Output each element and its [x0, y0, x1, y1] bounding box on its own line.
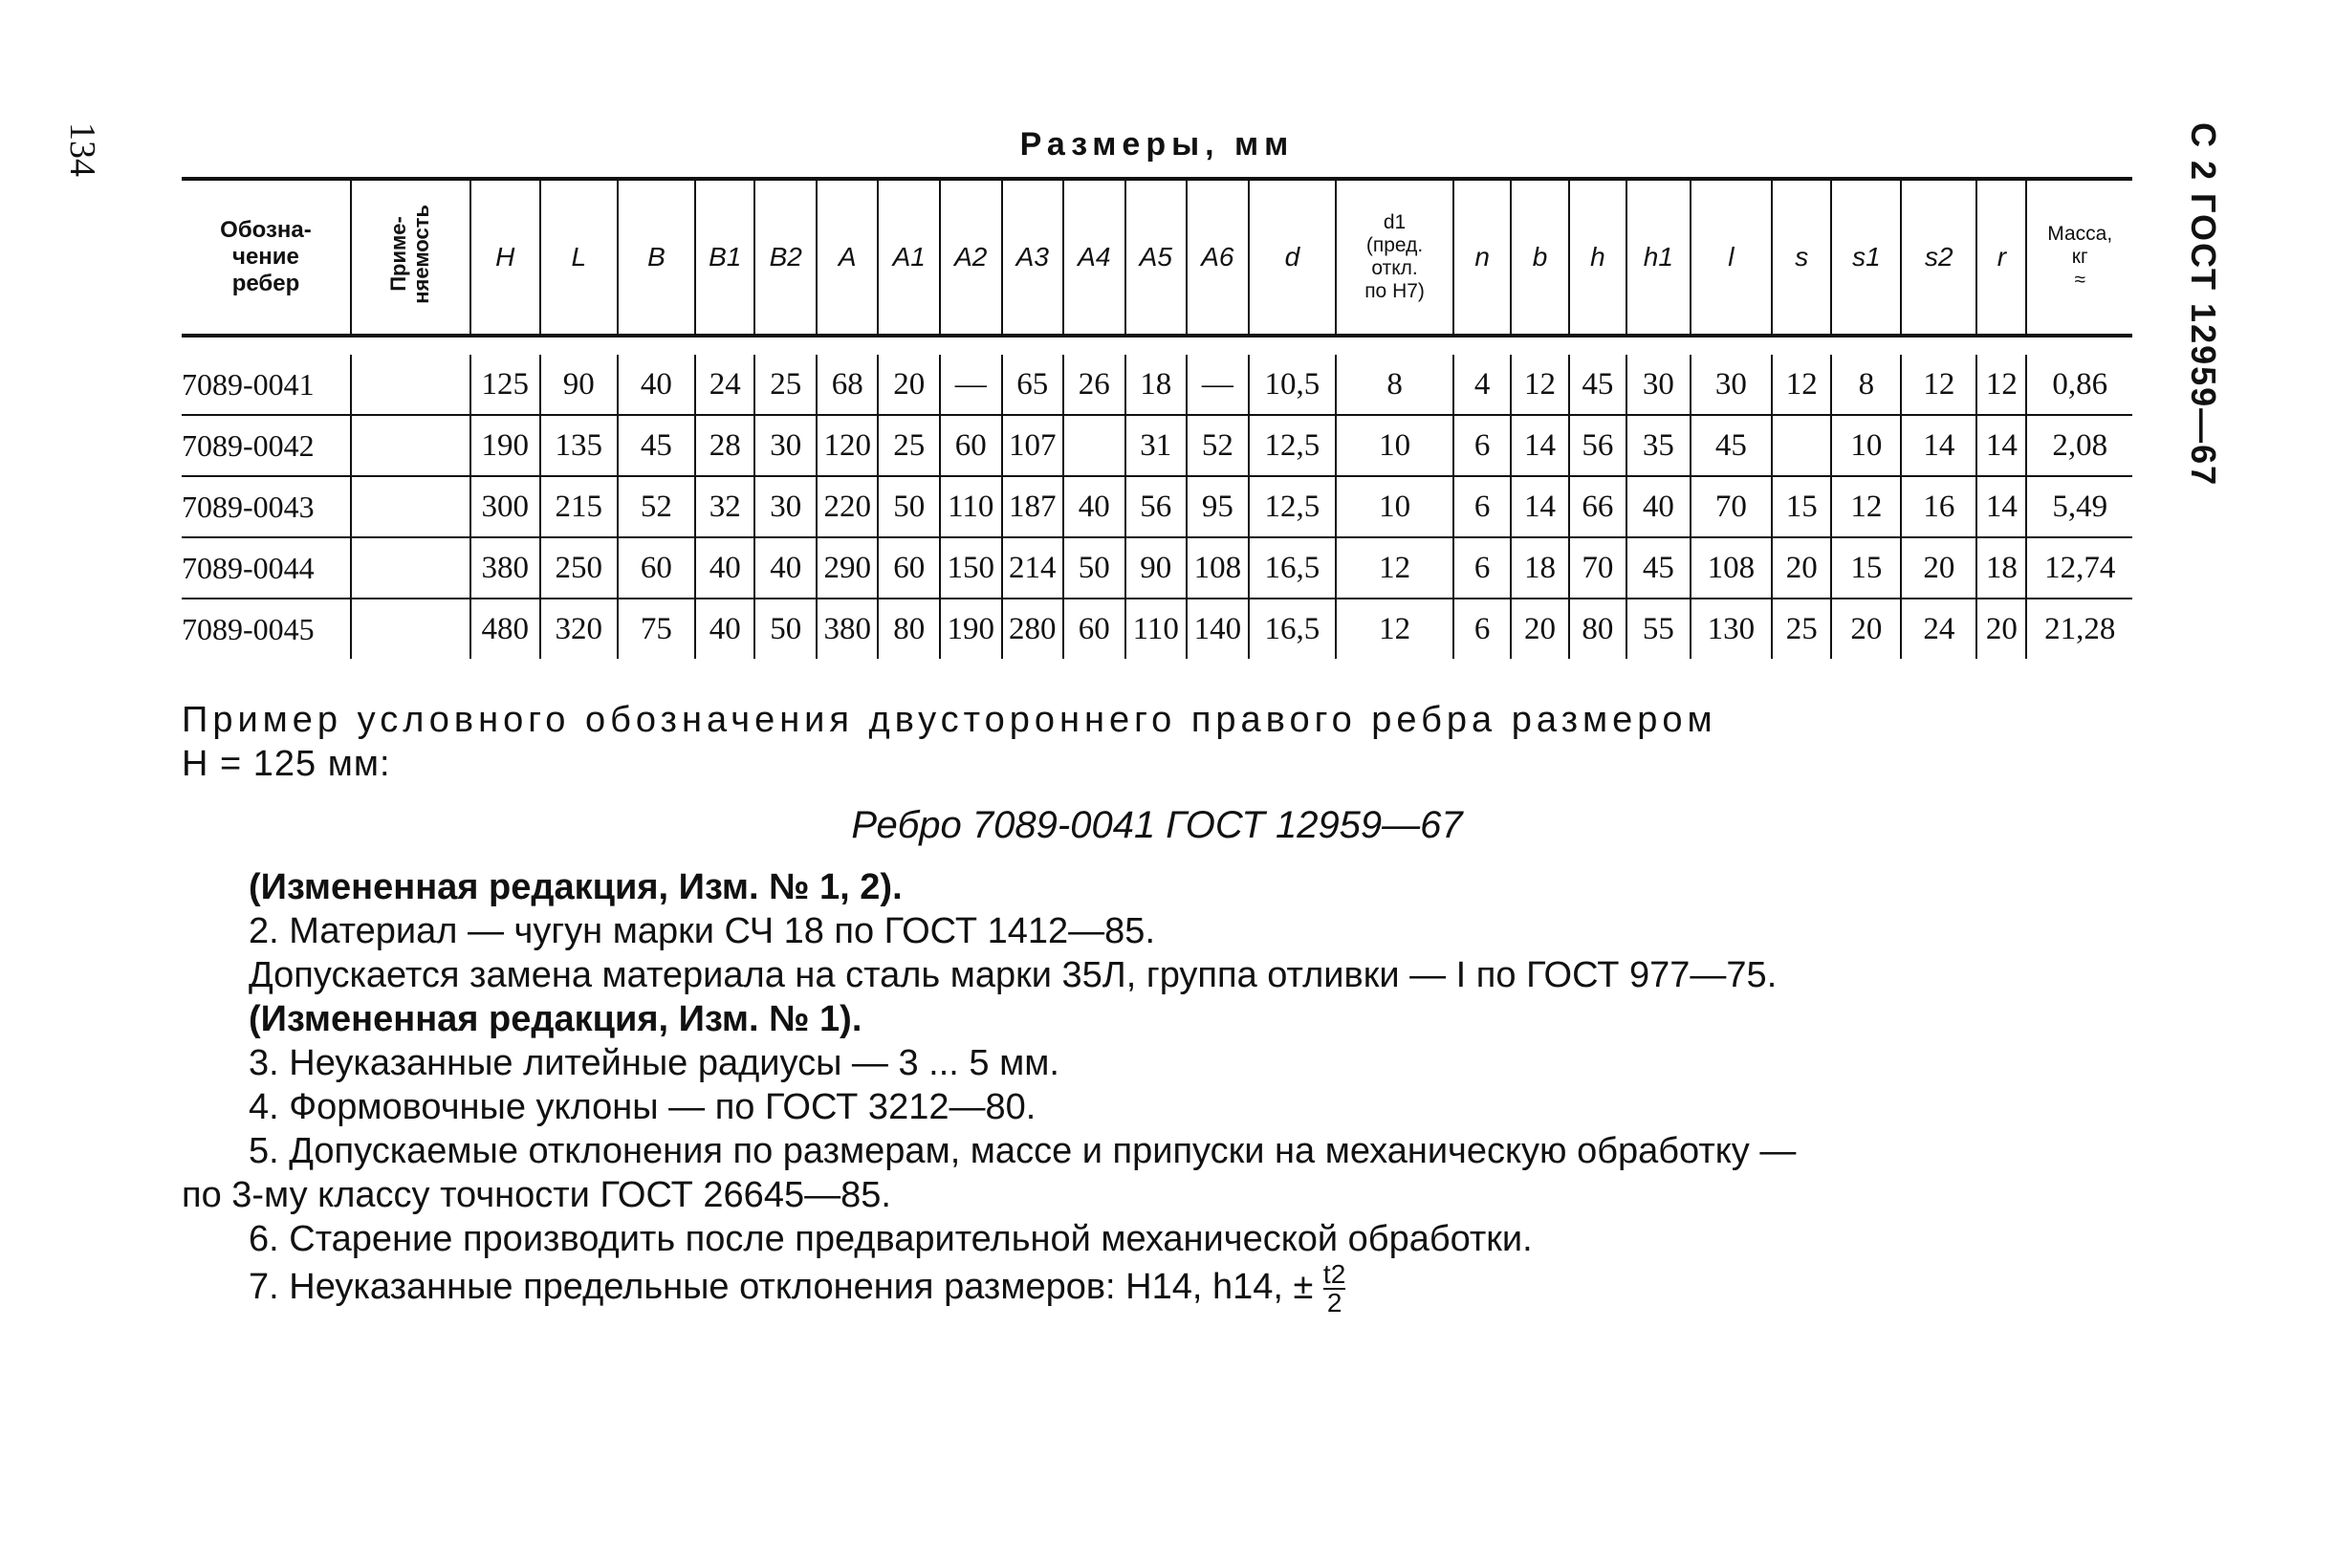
cell: 12,5 — [1249, 476, 1337, 537]
cell: 45 — [1626, 537, 1691, 599]
cell: 25 — [1772, 599, 1831, 659]
cell: 20 — [1976, 599, 2026, 659]
header-A2: A2 — [940, 179, 1002, 336]
cell: 31 — [1125, 415, 1188, 476]
cell: 10 — [1336, 476, 1453, 537]
fraction-denominator: 2 — [1326, 1288, 1342, 1318]
cell: 24 — [695, 355, 754, 415]
header-A3: A3 — [1002, 179, 1064, 336]
standard-header: С 2 ГОСТ 12959—67 — [2184, 122, 2223, 488]
cell: 40 — [1063, 476, 1125, 537]
cell: 12 — [1831, 476, 1901, 537]
cell: 50 — [1063, 537, 1125, 599]
table-row — [182, 355, 2132, 415]
cell: 480 — [470, 599, 540, 659]
cell: 187 — [1002, 476, 1064, 537]
cell: 14 — [1511, 415, 1568, 476]
cell: 52 — [1187, 415, 1249, 476]
cell: — — [1187, 355, 1249, 415]
cell: 30 — [754, 476, 817, 537]
cell: 12 — [1772, 355, 1831, 415]
table-row — [182, 415, 2132, 476]
table-header-row — [182, 179, 2132, 336]
table-row — [182, 537, 2132, 599]
cell: 18 — [1125, 355, 1188, 415]
cell: 6 — [1453, 599, 1511, 659]
cell: 45 — [1569, 355, 1626, 415]
example-text — [182, 698, 2132, 786]
cell: 215 — [540, 476, 618, 537]
table-row — [182, 599, 2132, 659]
table-row — [182, 476, 2132, 537]
header-A: A — [817, 179, 879, 336]
header-r: r — [1976, 179, 2026, 336]
cell: 25 — [754, 355, 817, 415]
cell: 6 — [1453, 537, 1511, 599]
cell: 56 — [1125, 476, 1188, 537]
cell: 7089-0042 — [182, 415, 351, 476]
cell: 8 — [1831, 355, 1901, 415]
cell: 190 — [940, 599, 1002, 659]
cell: 30 — [1691, 355, 1772, 415]
cell: 4 — [1453, 355, 1511, 415]
cell: 80 — [878, 599, 940, 659]
header-A5: A5 — [1125, 179, 1188, 336]
cell: 108 — [1187, 537, 1249, 599]
cell: 220 — [817, 476, 879, 537]
cell: 60 — [878, 537, 940, 599]
cell: 140 — [1187, 599, 1249, 659]
cell: 52 — [618, 476, 695, 537]
header-d: d — [1249, 179, 1337, 336]
tolerance-fraction — [1323, 1261, 1345, 1317]
note-2-substitution: Допускается замена материала на сталь марки 35Л, группа отливки — I по ГОСТ 977—75. — [249, 955, 1778, 995]
cell: 0,86 — [2026, 355, 2132, 415]
cell: 12 — [1976, 355, 2026, 415]
cell: 66 — [1569, 476, 1626, 537]
header-s1: s1 — [1831, 179, 1901, 336]
cell: 60 — [1063, 599, 1125, 659]
cell: 25 — [878, 415, 940, 476]
cell: 7089-0045 — [182, 611, 315, 646]
cell: 7089-0043 — [182, 476, 351, 537]
cell: 10 — [1336, 415, 1453, 476]
note-3: 3. Неуказанные литейные радиусы — 3 ... 5 мм. — [249, 1043, 1059, 1083]
cell: 190 — [470, 415, 540, 476]
header-s2: s2 — [1901, 179, 1976, 336]
cell: 16,5 — [1249, 599, 1337, 659]
cell — [1772, 415, 1831, 476]
cell: 45 — [618, 415, 695, 476]
header-h: h — [1569, 179, 1626, 336]
cell — [351, 537, 470, 599]
cell: 24 — [1901, 599, 1976, 659]
note-5-continued: по 3-му классу точности ГОСТ 26645—85. — [182, 1175, 891, 1215]
cell: 10 — [1831, 415, 1901, 476]
cell: 16 — [1901, 476, 1976, 537]
cell — [1063, 415, 1125, 476]
cell — [351, 476, 470, 537]
cell: 18 — [1976, 537, 2026, 599]
cell: 50 — [754, 599, 817, 659]
header-H: H — [470, 179, 540, 336]
cell: 45 — [1691, 415, 1772, 476]
cell: 20 — [1511, 599, 1568, 659]
cell: — — [940, 355, 1002, 415]
cell: 18 — [1511, 537, 1568, 599]
header-B1: B1 — [695, 179, 754, 336]
cell: 20 — [878, 355, 940, 415]
header-A1: A1 — [878, 179, 940, 336]
cell: 20 — [1831, 599, 1901, 659]
cell: 50 — [878, 476, 940, 537]
header-A4: A4 — [1063, 179, 1125, 336]
cell: 125 — [470, 355, 540, 415]
header-n: n — [1453, 179, 1511, 336]
cell: 12 — [1511, 355, 1568, 415]
note-7-text: 7. Неуказанные предельные отклонения размеров: H14, h14, ± — [249, 1267, 1314, 1308]
header-h1: h1 — [1626, 179, 1691, 336]
cell: 30 — [1626, 355, 1691, 415]
header-B2: B2 — [754, 179, 817, 336]
notes-block — [182, 865, 2132, 1317]
cell: 108 — [1691, 537, 1772, 599]
header-L: L — [540, 179, 618, 336]
cell: 40 — [618, 355, 695, 415]
cell: 12 — [1336, 537, 1453, 599]
cell: 68 — [817, 355, 879, 415]
header-l: l — [1691, 179, 1772, 336]
note-6: 6. Старение производить после предварительной механической обработки. — [249, 1219, 1533, 1259]
header-applicability: Приме- няемость — [351, 179, 470, 336]
cell: 70 — [1691, 476, 1772, 537]
cell: 90 — [540, 355, 618, 415]
cell: 75 — [618, 599, 695, 659]
page-number: 134 — [62, 122, 102, 177]
cell: 35 — [1626, 415, 1691, 476]
cell: 40 — [1626, 476, 1691, 537]
table-caption: Размеры, мм — [1019, 126, 1295, 163]
cell: 380 — [817, 599, 879, 659]
cell: 15 — [1831, 537, 1901, 599]
dimensions-table — [182, 177, 2132, 659]
header-b: b — [1511, 179, 1568, 336]
cell: 250 — [540, 537, 618, 599]
header-s: s — [1772, 179, 1831, 336]
cell: 32 — [695, 476, 754, 537]
note-4: 4. Формовочные уклоны — по ГОСТ 3212—80. — [249, 1087, 1037, 1127]
note-2: 2. Материал — чугун марки СЧ 18 по ГОСТ 1412—85. — [249, 911, 1155, 951]
cell: 280 — [1002, 599, 1064, 659]
cell — [351, 355, 470, 415]
cell: 30 — [754, 415, 817, 476]
cell: 7089-0044 — [182, 537, 351, 599]
cell: 20 — [1772, 537, 1831, 599]
table-body — [182, 336, 2132, 659]
cell: 6 — [1453, 415, 1511, 476]
cell: 7089-0041 — [182, 355, 351, 415]
cell: 2,08 — [2026, 415, 2132, 476]
cell: 95 — [1187, 476, 1249, 537]
cell: 5,49 — [2026, 476, 2132, 537]
cell: 14 — [1976, 415, 2026, 476]
cell: 55 — [1626, 599, 1691, 659]
cell: 12,5 — [1249, 415, 1337, 476]
cell: 20 — [1901, 537, 1976, 599]
note-7 — [182, 1261, 2132, 1317]
cell: 10,5 — [1249, 355, 1337, 415]
cell: 70 — [1569, 537, 1626, 599]
revision-note: (Измененная редакция, Изм. № 1). — [249, 999, 862, 1039]
cell: 150 — [940, 537, 1002, 599]
cell: 12 — [1336, 599, 1453, 659]
header-mass: Масса, кг ≈ — [2026, 179, 2132, 336]
cell: 130 — [1691, 599, 1772, 659]
cell: 60 — [618, 537, 695, 599]
cell: 15 — [1772, 476, 1831, 537]
cell: 60 — [940, 415, 1002, 476]
cell: 214 — [1002, 537, 1064, 599]
cell: 14 — [1901, 415, 1976, 476]
example-line-2: H = 125 мм: — [182, 744, 391, 784]
cell: 80 — [1569, 599, 1626, 659]
cell: 320 — [540, 599, 618, 659]
cell: 56 — [1569, 415, 1626, 476]
note-5: 5. Допускаемые отклонения по размерам, массе и припуски на механическую обработку — — [249, 1131, 1797, 1171]
table-spacer — [182, 336, 2132, 355]
cell: 14 — [1976, 476, 2026, 537]
cell: 135 — [540, 415, 618, 476]
header-B: B — [618, 179, 695, 336]
example-line-1: Пример условного обозначения двустороннего правого ребра размером — [182, 700, 1717, 740]
cell: 110 — [940, 476, 1002, 537]
cell: 16,5 — [1249, 537, 1337, 599]
cell: 110 — [1125, 599, 1188, 659]
cell: 40 — [754, 537, 817, 599]
cell: 21,28 — [2026, 599, 2132, 659]
fraction-numerator: t2 — [1322, 1259, 1346, 1289]
header-A6: A6 — [1187, 179, 1249, 336]
cell: 8 — [1336, 355, 1453, 415]
cell — [351, 599, 470, 659]
cell: 6 — [1453, 476, 1511, 537]
cell: 28 — [695, 415, 754, 476]
revision-note: (Измененная редакция, Изм. № 1, 2). — [249, 867, 903, 907]
header-designation: Обозна- чение ребер — [182, 179, 351, 336]
cell — [351, 415, 470, 476]
cell: 107 — [1002, 415, 1064, 476]
cell: 300 — [470, 476, 540, 537]
cell: 40 — [695, 537, 754, 599]
example-designation: Ребро 7089-0041 ГОСТ 12959—67 — [851, 804, 1463, 846]
cell: 380 — [470, 537, 540, 599]
cell: 290 — [817, 537, 879, 599]
cell: 12 — [1901, 355, 1976, 415]
cell: 65 — [1002, 355, 1064, 415]
cell: 12,74 — [2026, 537, 2132, 599]
cell: 26 — [1063, 355, 1125, 415]
header-d1: d1 (пред. откл. по Н7) — [1336, 179, 1453, 336]
cell: 90 — [1125, 537, 1188, 599]
cell: 14 — [1511, 476, 1568, 537]
cell: 120 — [817, 415, 879, 476]
cell: 40 — [695, 599, 754, 659]
